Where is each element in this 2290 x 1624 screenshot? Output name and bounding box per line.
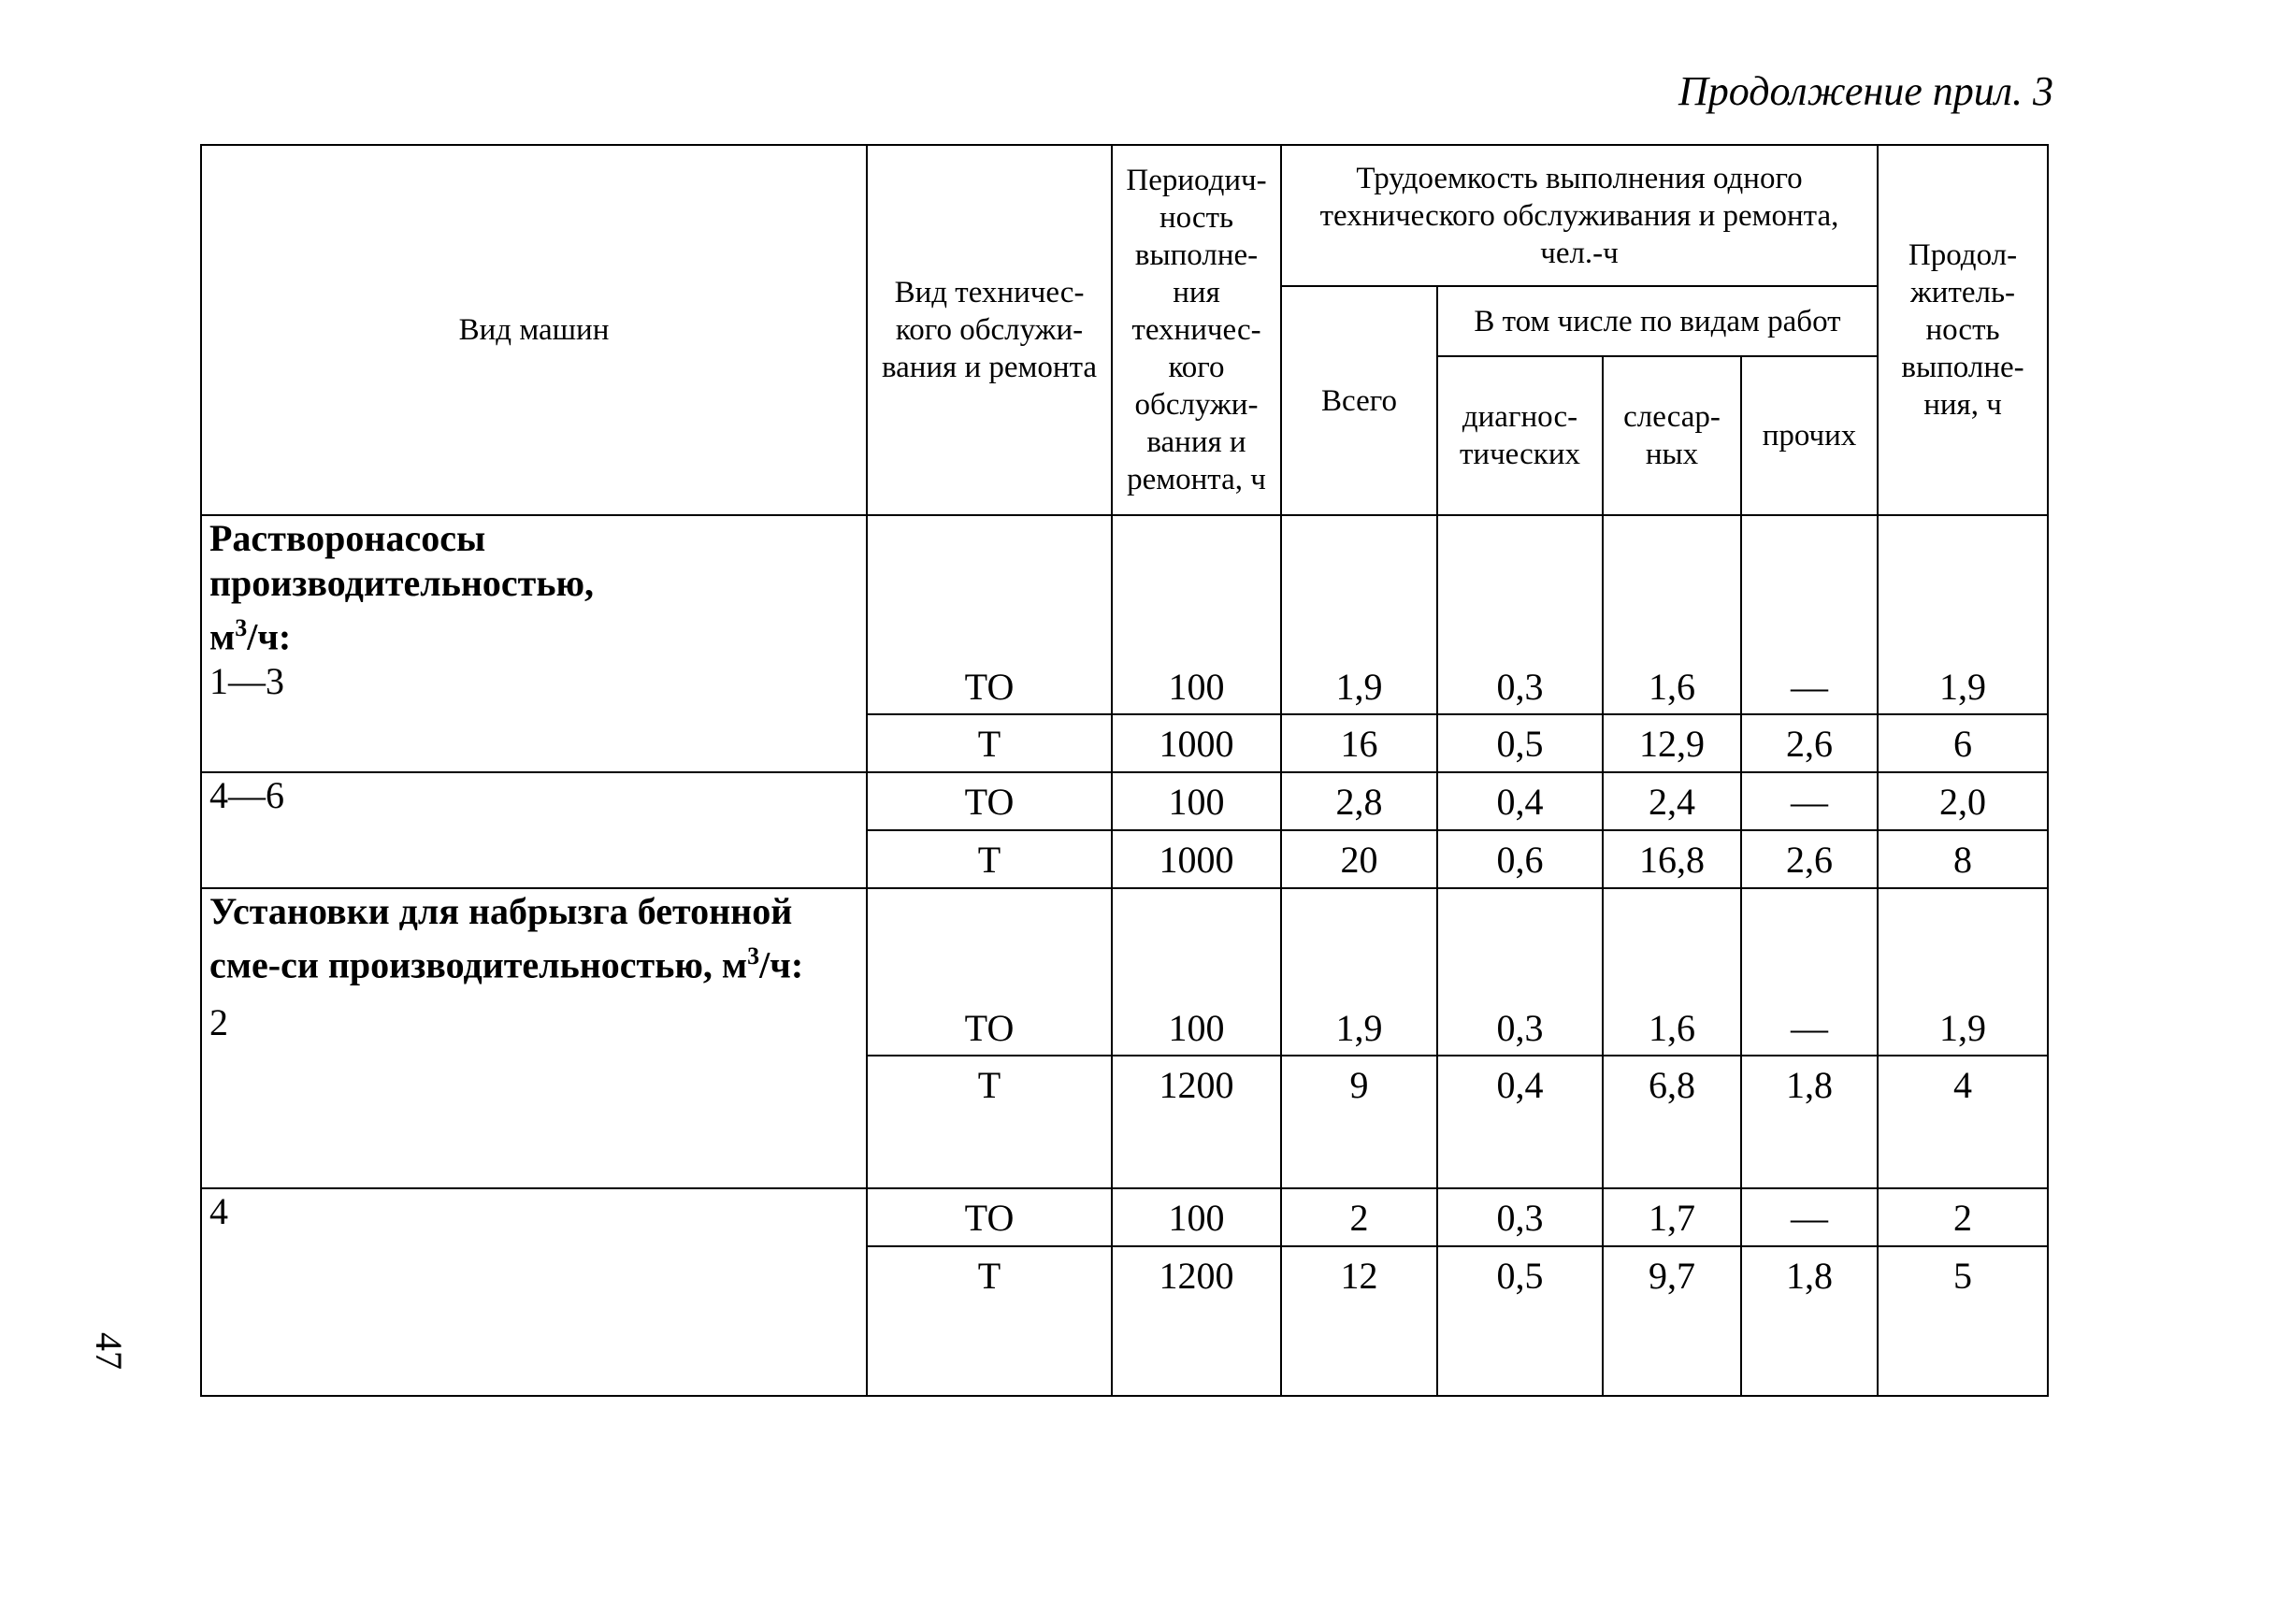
cell-diag: 0,5	[1437, 1246, 1603, 1304]
empty-cell	[1741, 515, 1878, 659]
cell-total: 20	[1281, 830, 1437, 888]
empty-cell	[1437, 515, 1603, 659]
cell-mech: 16,8	[1603, 830, 1741, 888]
header-mechanical: слесар-ных	[1603, 356, 1741, 515]
cell-type: Т	[867, 1246, 1112, 1304]
size-label: 4	[201, 1188, 867, 1396]
page-caption: Продолжение прил. 3	[1678, 68, 2053, 114]
group-row	[201, 515, 2048, 659]
cell-total: 2	[1281, 1188, 1437, 1246]
group-title-unit: м	[209, 615, 236, 658]
cell-period: 100	[1112, 659, 1281, 714]
empty-cell	[1741, 1304, 1878, 1396]
cell-type: ТО	[867, 1188, 1112, 1246]
size-label: 2	[201, 1000, 867, 1188]
empty-cell	[1281, 1304, 1437, 1396]
empty-cell	[1437, 1114, 1603, 1188]
cell-total: 12	[1281, 1246, 1437, 1304]
cell-type: Т	[867, 714, 1112, 772]
empty-cell	[1437, 888, 1603, 1000]
cell-mech: 1,7	[1603, 1188, 1741, 1246]
cell-other: 1,8	[1741, 1246, 1878, 1304]
group-title-sup: 3	[235, 614, 248, 641]
cell-mech: 9,7	[1603, 1246, 1741, 1304]
cell-duration: 2	[1878, 1188, 2048, 1246]
table-row	[201, 659, 2048, 714]
empty-cell	[867, 888, 1112, 1000]
empty-cell	[1603, 1114, 1741, 1188]
cell-other: —	[1741, 772, 1878, 830]
cell-period: 1200	[1112, 1246, 1281, 1304]
cell-diag: 0,6	[1437, 830, 1603, 888]
empty-cell	[1112, 1114, 1281, 1188]
table-row	[201, 772, 2048, 830]
group-title	[201, 888, 867, 1000]
cell-mech: 2,4	[1603, 772, 1741, 830]
cell-period: 100	[1112, 1000, 1281, 1056]
empty-cell	[1281, 1114, 1437, 1188]
cell-total: 9	[1281, 1056, 1437, 1114]
cell-period: 100	[1112, 1188, 1281, 1246]
cell-mech: 1,6	[1603, 659, 1741, 714]
cell-total: 1,9	[1281, 1000, 1437, 1056]
cell-mech: 1,6	[1603, 1000, 1741, 1056]
empty-cell	[1281, 888, 1437, 1000]
header-machine-type: Вид машин	[201, 145, 867, 515]
group-row	[201, 888, 2048, 1000]
maintenance-table	[200, 144, 2049, 1397]
group-title-rest: /ч:	[247, 615, 292, 658]
group-title-main: Установки для набрызга бетонной сме-си производительностью,	[209, 890, 793, 986]
empty-cell	[1878, 1304, 2048, 1396]
cell-period: 1000	[1112, 714, 1281, 772]
cell-duration: 5	[1878, 1246, 2048, 1304]
cell-diag: 0,3	[1437, 1188, 1603, 1246]
empty-cell	[1741, 888, 1878, 1000]
size-label: 1—3	[201, 659, 867, 772]
header-by-type: В том числе по видам работ	[1437, 286, 1878, 356]
cell-type: ТО	[867, 772, 1112, 830]
group-title-rest: /ч:	[759, 943, 804, 986]
empty-cell	[1112, 515, 1281, 659]
group-title-main: Растворонасосы производительностью,	[209, 517, 595, 604]
cell-total: 1,9	[1281, 659, 1437, 714]
header-row-1	[201, 145, 2048, 286]
cell-period: 1200	[1112, 1056, 1281, 1114]
cell-duration: 4	[1878, 1056, 2048, 1114]
cell-other: 2,6	[1741, 830, 1878, 888]
empty-cell	[1281, 515, 1437, 659]
cell-diag: 0,4	[1437, 772, 1603, 830]
cell-duration: 1,9	[1878, 1000, 2048, 1056]
cell-other: —	[1741, 1188, 1878, 1246]
cell-type: Т	[867, 830, 1112, 888]
empty-cell	[867, 1304, 1112, 1396]
cell-other: —	[1741, 659, 1878, 714]
cell-type: Т	[867, 1056, 1112, 1114]
empty-cell	[1878, 888, 2048, 1000]
cell-other: —	[1741, 1000, 1878, 1056]
cell-diag: 0,4	[1437, 1056, 1603, 1114]
group-title-sup: 3	[747, 942, 760, 970]
header-diagnostic: диагнос-тических	[1437, 356, 1603, 515]
header-periodicity: Периодич-ность выполне-ния техничес-кого обслужи-вания и ремонта, ч	[1112, 145, 1281, 515]
cell-type: ТО	[867, 659, 1112, 714]
cell-period: 1000	[1112, 830, 1281, 888]
table-row	[201, 1188, 2048, 1246]
page-number: 47	[88, 1332, 130, 1370]
cell-duration: 1,9	[1878, 659, 2048, 714]
header-total: Всего	[1281, 286, 1437, 515]
empty-cell	[1437, 1304, 1603, 1396]
cell-mech: 6,8	[1603, 1056, 1741, 1114]
table-row	[201, 1000, 2048, 1056]
empty-cell	[1741, 1114, 1878, 1188]
empty-cell	[1878, 515, 2048, 659]
header-other: прочих	[1741, 356, 1878, 515]
empty-cell	[1603, 515, 1741, 659]
empty-cell	[867, 515, 1112, 659]
header-labor: Трудоемкость выполнения одного технического обслуживания и ремонта, чел.-ч	[1281, 145, 1878, 286]
cell-period: 100	[1112, 772, 1281, 830]
cell-duration: 8	[1878, 830, 2048, 888]
cell-diag: 0,3	[1437, 1000, 1603, 1056]
group-title	[201, 515, 867, 659]
empty-cell	[867, 1114, 1112, 1188]
cell-type: ТО	[867, 1000, 1112, 1056]
group-title-unit: м	[721, 943, 748, 986]
empty-cell	[1603, 888, 1741, 1000]
cell-diag: 0,5	[1437, 714, 1603, 772]
empty-cell	[1112, 1304, 1281, 1396]
cell-duration: 6	[1878, 714, 2048, 772]
cell-diag: 0,3	[1437, 659, 1603, 714]
cell-duration: 2,0	[1878, 772, 2048, 830]
cell-mech: 12,9	[1603, 714, 1741, 772]
header-duration: Продол-житель-ность выполне-ния, ч	[1878, 145, 2048, 515]
cell-total: 2,8	[1281, 772, 1437, 830]
empty-cell	[1878, 1114, 2048, 1188]
header-service-type: Вид техничес-кого обслужи-вания и ремонта	[867, 145, 1112, 515]
empty-cell	[1603, 1304, 1741, 1396]
cell-other: 2,6	[1741, 714, 1878, 772]
cell-other: 1,8	[1741, 1056, 1878, 1114]
empty-cell	[1112, 888, 1281, 1000]
size-label: 4—6	[201, 772, 867, 888]
cell-total: 16	[1281, 714, 1437, 772]
